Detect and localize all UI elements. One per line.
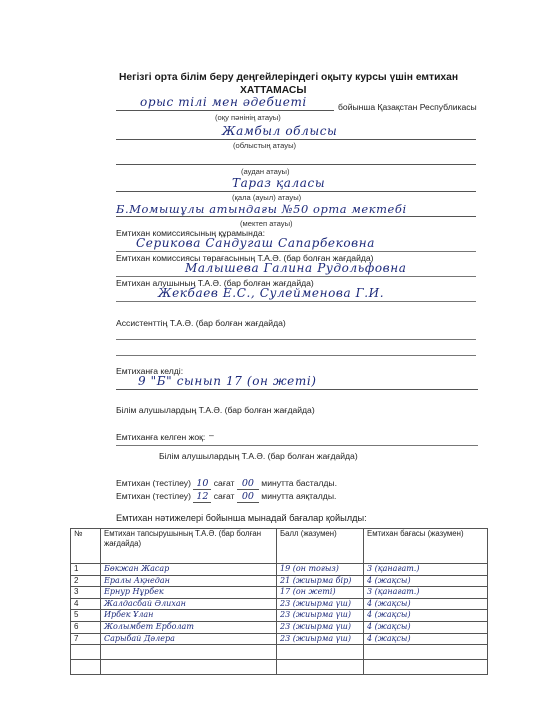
- row-name: Сарыбай Дәлера: [101, 633, 277, 645]
- row-grade: 4 (жақсы): [364, 575, 488, 587]
- row-num: 4: [71, 598, 101, 610]
- start-prefix: Емтихан (тестілеу): [116, 478, 191, 488]
- start-suffix: минутта басталды.: [261, 478, 337, 488]
- subject-caption: (оқу пәнінің атауы): [215, 113, 281, 122]
- assistant-line-1: [116, 339, 476, 340]
- document-title-line2: ХАТТАМАСЫ: [240, 85, 307, 96]
- city-caption: (қала (ауыл) атауы): [232, 193, 302, 202]
- row-grade: 3 (қанағат.): [364, 587, 488, 599]
- row-score: 17 (он жеті): [277, 587, 364, 599]
- end-suffix: минутта аяқталды.: [261, 491, 337, 501]
- commission-member: Серикова Сандугаш Сапарбековна: [136, 236, 376, 250]
- absent-label: Емтиханға келген жоқ:: [116, 432, 206, 442]
- end-min: 00: [237, 491, 259, 503]
- header-num: №: [71, 529, 101, 564]
- teacher-label: Емтихан алушының Т.А.Ә. (бар болған жағдайда): [116, 278, 314, 288]
- school-caption: (мектеп атауы): [240, 219, 293, 228]
- row-score: 23 (жиырма үш): [277, 610, 364, 622]
- results-table: [70, 528, 488, 675]
- header-score: Балл (жазумен): [277, 529, 364, 564]
- table-row-blank: [71, 645, 488, 660]
- end-time-row: [116, 491, 336, 503]
- table-row: [71, 633, 488, 645]
- students-label-1: Білім алушылардың Т.А.Ә. (бар болған жағдайда): [116, 405, 315, 415]
- commission-member-line: [116, 251, 476, 252]
- city-line: [116, 191, 476, 192]
- results-title: Емтихан нәтижелері бойынша мынадай бағалар қойылды:: [116, 513, 367, 523]
- row-num: 1: [71, 564, 101, 576]
- arrived-label: Емтиханға келді:: [116, 366, 184, 376]
- arrived-value: 9 "Б" сынып 17 (он жеті): [138, 374, 317, 388]
- end-hour: 12: [193, 491, 211, 503]
- row-score: 23 (жиырма үш): [277, 621, 364, 633]
- city-value: Тараз қаласы: [232, 176, 326, 190]
- table-row: [71, 598, 488, 610]
- district-caption: (аудан атауы): [241, 167, 290, 176]
- row-grade: 4 (жақсы): [364, 621, 488, 633]
- table-row-blank: [71, 660, 488, 675]
- assistant-line-2: [116, 355, 476, 356]
- start-time-row: [116, 478, 337, 490]
- subject-suffix: бойынша Қазақстан Республикасы: [338, 102, 477, 112]
- row-grade: 3 (қанағат.): [364, 564, 488, 576]
- row-grade: 4 (жақсы): [364, 610, 488, 622]
- document-title-line1: Негізгі орта білім беру деңгейлеріндегі оқыту курсы үшін емтихан: [119, 72, 459, 83]
- school-line: [116, 216, 476, 217]
- start-hour: 10: [193, 478, 211, 490]
- end-hour-word: сағат: [213, 491, 235, 501]
- absent-value: –: [209, 430, 214, 440]
- end-prefix: Емтихан (тестілеу): [116, 491, 191, 501]
- row-score: 19 (он тоғыз): [277, 564, 364, 576]
- district-line: [116, 164, 476, 165]
- table-row: [71, 610, 488, 622]
- subject-value: орыс тілі мен әдебиеті: [140, 95, 307, 109]
- row-grade: 4 (жақсы): [364, 598, 488, 610]
- table-header-row: [71, 529, 488, 564]
- row-num: 7: [71, 633, 101, 645]
- table-row: [71, 564, 488, 576]
- school-value: Б.Момышұлы атындағы №50 орта мектебі: [116, 202, 407, 216]
- header-name: Емтихан тапсырушының Т.А.Ә. (бар болған жағдайда): [101, 529, 277, 564]
- students-label-2: Білім алушылардың Т.А.Ә. (бар болған жағдайда): [159, 451, 358, 461]
- teacher-line: [116, 301, 476, 302]
- row-num: 6: [71, 621, 101, 633]
- chair-label: Емтихан комиссиясы төрағасының Т.А.Ә. (бар болған жағдайда): [116, 253, 374, 263]
- row-name: Бөкжан Жасар: [101, 564, 277, 576]
- row-name: Жолымбет Ерболат: [101, 621, 277, 633]
- row-name: Ернур Нұрбек: [101, 587, 277, 599]
- absent-line: [116, 445, 478, 446]
- subject-line: [116, 110, 334, 111]
- region-line: [116, 139, 476, 140]
- region-caption: (облыстың атауы): [233, 141, 297, 150]
- row-score: 21 (жиырма бір): [277, 575, 364, 587]
- row-num: 2: [71, 575, 101, 587]
- start-hour-word: сағат: [213, 478, 235, 488]
- arrived-line: [116, 389, 478, 390]
- row-grade: 4 (жақсы): [364, 633, 488, 645]
- region-value: Жамбыл облысы: [222, 124, 338, 138]
- assistant-label: Ассистенттің Т.А.Ә. (бар болған жағдайда): [116, 318, 286, 328]
- table-row: [71, 621, 488, 633]
- row-score: 23 (жиырма үш): [277, 598, 364, 610]
- row-name: Ералы Ақнедан: [101, 575, 277, 587]
- commission-label: Емтихан комиссиясының құрамында:: [116, 228, 266, 238]
- row-score: 23 (жиырма үш): [277, 633, 364, 645]
- teacher-value: Жекбаев Е.С., Сулейменова Г.И.: [158, 286, 385, 300]
- row-num: 5: [71, 610, 101, 622]
- chair-value: Малышева Галина Рудольфовна: [185, 261, 407, 275]
- chair-line: [116, 276, 476, 277]
- header-grade: Емтихан бағасы (жазумен): [364, 529, 488, 564]
- row-name: Ирбек Ұлан: [101, 610, 277, 622]
- row-name: Жалдасбай Әлихан: [101, 598, 277, 610]
- row-num: 3: [71, 587, 101, 599]
- start-min: 00: [237, 478, 259, 490]
- table-row: [71, 575, 488, 587]
- table-row: [71, 587, 488, 599]
